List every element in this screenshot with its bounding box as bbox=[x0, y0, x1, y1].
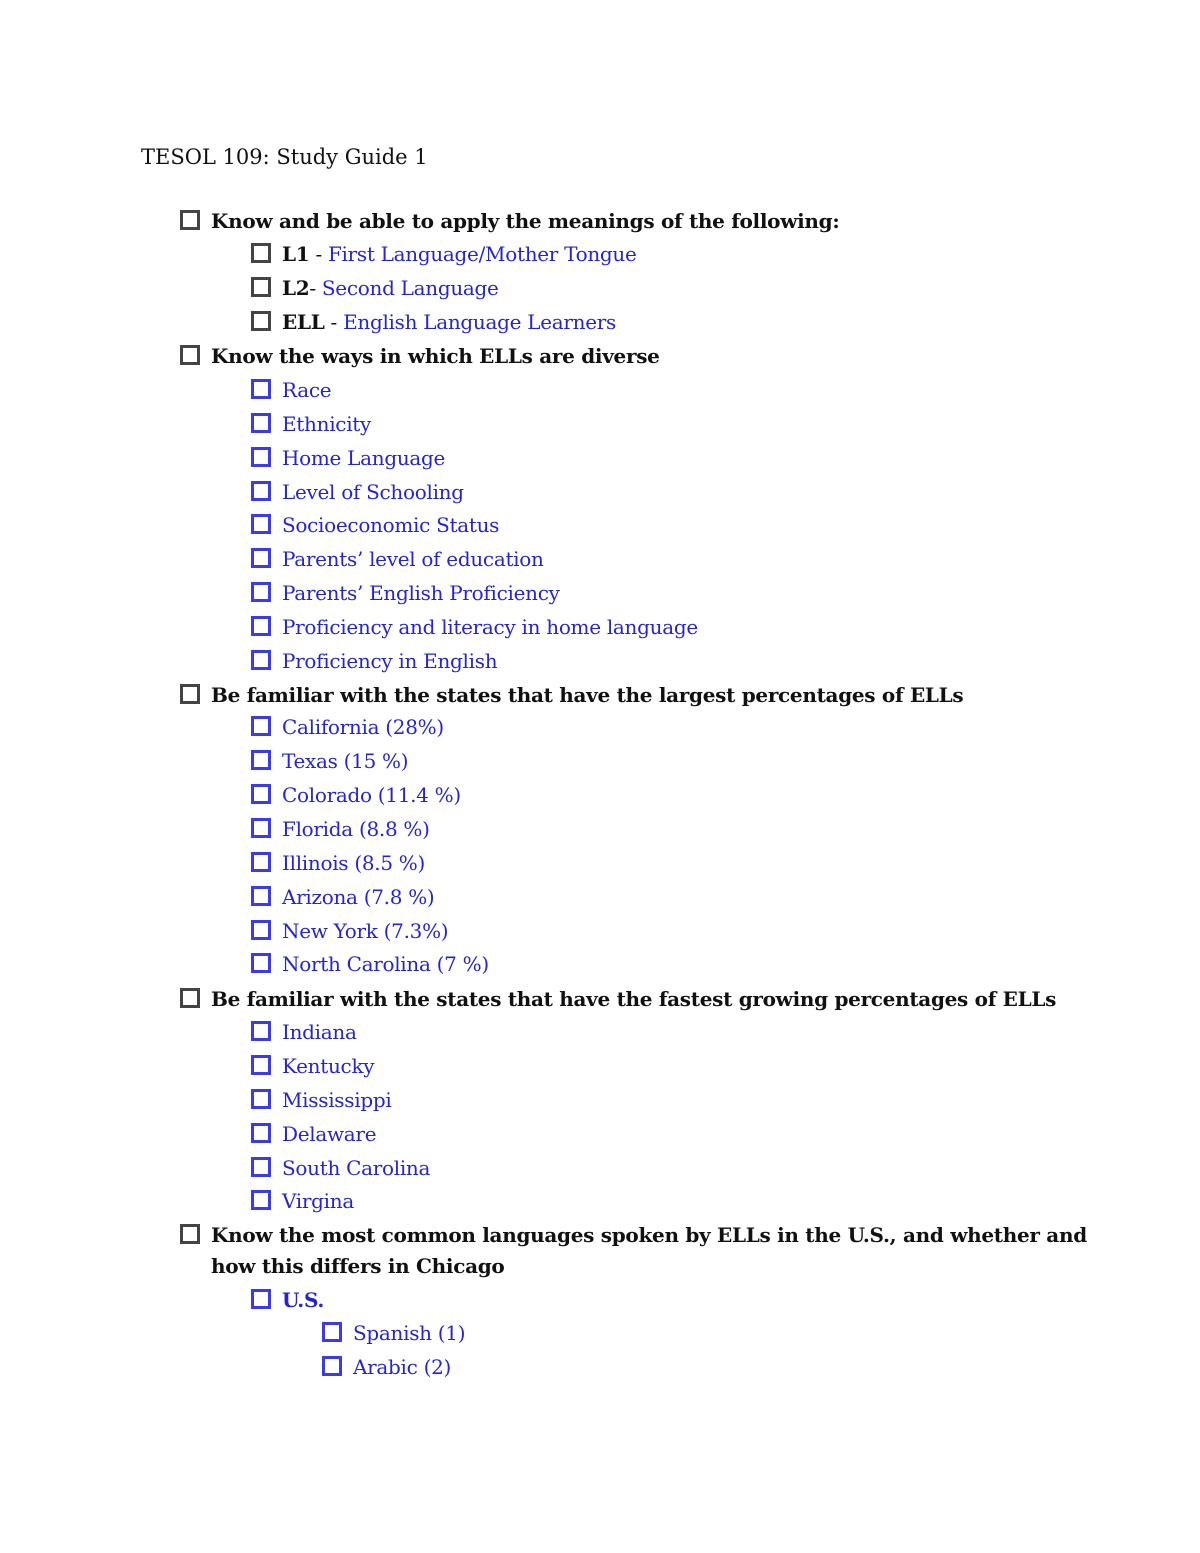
checkbox-icon[interactable] bbox=[251, 886, 271, 906]
checkbox-icon[interactable] bbox=[251, 818, 271, 838]
checkbox-icon[interactable] bbox=[251, 650, 271, 670]
term-definition: English Language Learners bbox=[343, 310, 616, 334]
section-5-heading-line2: how this differs in Chicago bbox=[211, 1254, 505, 1278]
checkbox-icon[interactable] bbox=[251, 716, 271, 736]
section-5-heading-line1: Know the most common languages spoken by ELLs in the U.S., and whether and bbox=[211, 1223, 1087, 1247]
checkbox-icon[interactable] bbox=[251, 481, 271, 501]
subheading-us: U.S. bbox=[282, 1288, 325, 1312]
section-1-heading: Know and be able to apply the meanings of the following: bbox=[211, 209, 840, 233]
term-definition: First Language/Mother Tongue bbox=[327, 242, 637, 266]
checkbox-icon[interactable] bbox=[251, 447, 271, 467]
checkbox-icon[interactable] bbox=[322, 1322, 342, 1342]
checkbox-icon[interactable] bbox=[180, 684, 200, 704]
checkbox-icon[interactable] bbox=[251, 953, 271, 973]
checkbox-icon[interactable] bbox=[180, 988, 200, 1008]
checkbox-icon[interactable] bbox=[251, 784, 271, 804]
checkbox-icon[interactable] bbox=[251, 1055, 271, 1075]
checkbox-icon[interactable] bbox=[180, 210, 200, 230]
section-4-heading: Be familiar with the states that have the fastest growing percentages of ELLs bbox=[211, 987, 1057, 1011]
term-separator: - bbox=[309, 276, 322, 300]
term-separator: - bbox=[324, 310, 344, 334]
checkbox-icon[interactable] bbox=[251, 1089, 271, 1109]
checkbox-icon[interactable] bbox=[251, 582, 271, 602]
term-label: ELL bbox=[282, 310, 325, 334]
checkbox-icon[interactable] bbox=[251, 277, 271, 297]
checkbox-icon[interactable] bbox=[251, 243, 271, 263]
checkbox-icon[interactable] bbox=[251, 1157, 271, 1177]
checkbox-icon[interactable] bbox=[251, 548, 271, 568]
checkbox-icon[interactable] bbox=[251, 1123, 271, 1143]
term-definition: Second Language bbox=[321, 276, 499, 300]
checkbox-icon[interactable] bbox=[251, 1190, 271, 1210]
checkbox-icon[interactable] bbox=[251, 852, 271, 872]
section-3-heading: Be familiar with the states that have the largest percentages of ELLs bbox=[211, 683, 964, 707]
checkbox-icon[interactable] bbox=[251, 616, 271, 636]
section-5-heading-line2-row bbox=[211, 1251, 504, 1281]
checkbox-icon[interactable] bbox=[251, 413, 271, 433]
checkbox-icon[interactable] bbox=[180, 1224, 200, 1244]
page-title: TESOL 109: Study Guide 1 bbox=[141, 145, 428, 169]
checkbox-icon[interactable] bbox=[251, 1289, 271, 1309]
checkbox-icon[interactable] bbox=[322, 1356, 342, 1376]
checkbox-icon[interactable] bbox=[251, 379, 271, 399]
checkbox-icon[interactable] bbox=[251, 750, 271, 770]
checkbox-icon[interactable] bbox=[251, 1021, 271, 1041]
checkbox-icon[interactable] bbox=[180, 345, 200, 365]
checkbox-icon[interactable] bbox=[251, 920, 271, 940]
section-2-heading: Know the ways in which ELLs are diverse bbox=[211, 344, 660, 368]
term-label: L2 bbox=[282, 276, 310, 300]
term-separator: - bbox=[309, 242, 328, 266]
checkbox-icon[interactable] bbox=[251, 311, 271, 331]
term-label: L1 bbox=[282, 242, 310, 266]
checkbox-icon[interactable] bbox=[251, 514, 271, 534]
